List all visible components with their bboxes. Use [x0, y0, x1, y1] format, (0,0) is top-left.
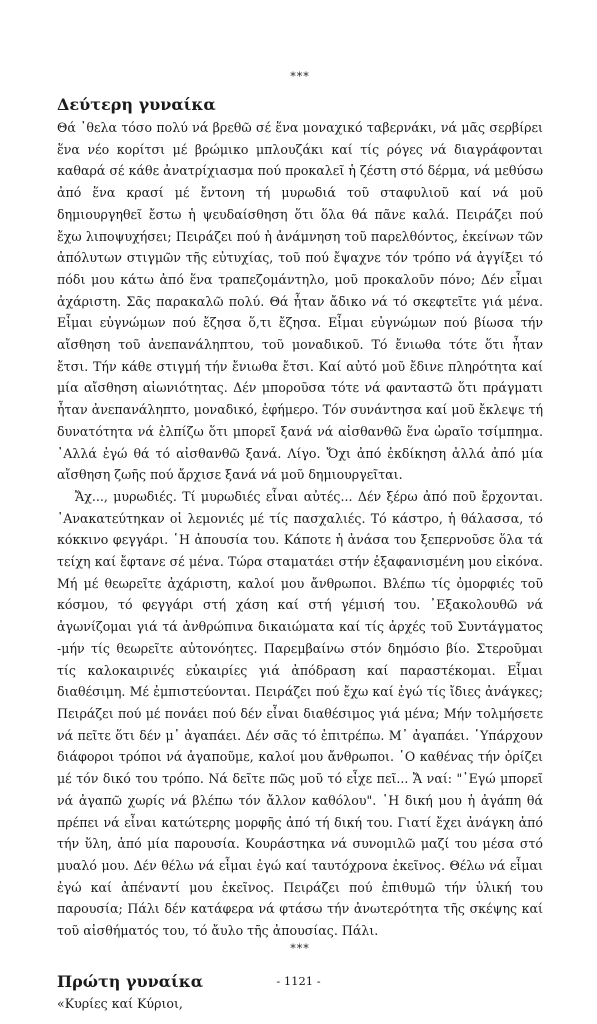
opening-line: «Κυρίες καί Κύριοι,: [57, 995, 183, 1011]
document-page: [57, 70, 543, 1015]
section-separator-mid: ***: [290, 941, 310, 955]
page-number: - 1121 -: [276, 974, 321, 988]
paragraph-2: Ἄχ..., μυρωδιές. Τί μυρωδιές εἶναι αὐτές... Δέν ξέρω ἀπό ποῦ ἔρχονται. ᾽Ανακατεύτηκαν οἱ λεμονιές μέ τίς πασχαλιές. Τό κάστρο, ἡ θάλασσα, τό κόκκινο φεγγάρι. ῾Η ἀπουσία του. Κάποτε ἡ ἀνάσα του ξεπερνοῦσε ὅλα τά τείχη καί ἔφτανε σέ μένα. Τώρα σταματάει στήν ἐξαφανισμένη μου εἰκόνα. Μή μέ θεωρεῖτε ἀχάριστη, καλοί μου ἄνθρωποι. Βλέπω τίς ὀμορφιές τοῦ κόσμου, τό φεγγάρι στή χάση καί στή γέμισή του. ᾽Εξακολουθῶ νά ἀγωνίζομαι γιά τά ἀνθρώπινα δικαιώματα καί τίς ἀρχές τοῦ Συντάγματος -μήν τίς θεωρεῖτε αὐτονόητες. Παρεμβαίνω στόν δημόσιο βίο. Στεροῦμαι τίς καλοκαιρινές εὐκαιρίες γιά ἀπόδραση καί παραστέκομαι. Εἶμαι διαθέσιμη. Μέ ἐμπιστεύονται. Πειράζει πού ἔχω καί ἐγώ τίς ἴδιες ἀνάγκες; Πειράζει πού μέ πονάει πού δέν εἶναι διαθέσιμος γιά μένα; Μήν τολμήσετε νά πεῖτε ὅτι δέν μ᾽ ἀγαπάει. Δέν σᾶς τό ἐπιτρέπω. Μ᾽ ἀγαπάει. ῾Υπάρχουν διάφοροι τρόποι νά ἀγαποῦμε, καλοί μου ἄνθρωποι. ῾Ο καθένας τήν ὁρίζει μέ τόν δικό του τρόπο. Νά δεῖτε πῶς μοῦ τό εἶχε πεῖ... Ἄ ναί: "᾽Εγώ μπορεῖ νά ἀγαπῶ χωρίς νά βλέπω τόν ἄλλον καθόλου". ῾Η δική μου ἡ ἀγάπη θά πρέπει νά εἶναι κατώτερης μορφῆς ἀπό τή δική του. Γιατί ἔχει ἀνάγκη ἀπό τήν ὕλη, ἀπό μία παρουσία. Κουράστηκα νά συνομιλῶ μαζί του μέσα στό μυαλό μου. Δέν θέλω νά εἶμαι ἐγώ καί ταυτόχρονα ἐκεῖνος. Θέλω νά εἶμαι ἐγώ καί ἀπέναντί μου ἐκεῖνος. Πειράζει πού ἐπιθυμῶ τήν ὑλική του παρουσία; Πάλι δέν κατάφερα νά φτάσω τήν ἀνωτερότητα τῆς σκέψης καί τοῦ αἰσθήματός του, τό ἄυλο τῆς ἀπουσίας. Πάλι.: [57, 488, 543, 939]
section-heading-first-woman: Πρώτη γυναίκα: [57, 971, 204, 991]
paragraph-1: Θά ᾽θελα τόσο πολύ νά βρεθῶ σέ ἕνα μοναχικό ταβερνάκι, νά μᾶς σερβίρει ἕνα νέο κορίτσι μέ βρώμικο μπλουζάκι καί τίς ρόγες νά διαγράφονται καθαρά σέ κάθε ἀνατρίχιασμα πού προκαλεῖ ἡ ζέστη στό δέρμα, νά μεθύσω ἀπό ἕνα κρασί μέ ἔντονη τή μυρωδιά τοῦ σταφυλιοῦ καί νά μοῦ δημιουργηθεῖ ἔστω ἡ ψευδαίσθηση ὅτι ὅλα θά πᾶνε καλά. Πειράζει πού ἔχω λιποψυχήσει; Πειράζει πού ἡ ἀνάμνηση τοῦ παρελθόντος, ἐκείνων τῶν ἀπόλυτων στιγμῶν τῆς εὐτυχίας, τοῦ πού ἔψαχνε τόν τρόπο νά ἀγγίξει τό πόδι μου κάτω ἀπό ἕνα τραπεζομάντηλο, μοῦ προκαλοῦν πόνο; Δέν εἶμαι ἀχάριστη. Σᾶς παρακαλῶ πολύ. Θά ἦταν ἄδικο νά τό σκεφτεῖτε γιά μένα. Εἶμαι εὐγνώμων πού ἔζησα ὅ,τι ἔζησα. Εἶμαι εὐγνώμων πού βίωσα τήν αἴσθηση τοῦ ἀνεπανάληπτου, τοῦ μοναδικοῦ. Τό ἔνιωθα τότε ὅτι ἦταν ἔτσι. Τήν κάθε στιγμή τήν ἔνιωθα ἔτσι. Καί αὐτό μοῦ ἔδινε πληρότητα καί μία αἴσθηση αἰωνιότητας. Δέν μποροῦσα τότε νά φανταστῶ ὅτι πράγματι ἦταν ἀνεπανάληπτο, μοναδικό, ἐφήμερο. Τόν συνάντησα καί μοῦ ἔκλεψε τή δυνατότητα νά ἐλπίζω ὅτι μπορεῖ ξανά νά αἰσθανθῶ ἕνα ὡραῖο τσίμπημα. ᾽Αλλά ἐγώ θά τό αἰσθανθῶ ξανά. Λίγο. Ὄχι ἀπό ἐκδίκηση ἀλλά ἀπό μία αἴσθηση ζωῆς πού ἄρχισε ξανά νά μοῦ δημιουργεῖται.: [57, 120, 543, 483]
section-separator-top: ***: [290, 70, 310, 83]
section-heading-second-woman: Δεύτερη γυναίκα: [57, 95, 216, 114]
